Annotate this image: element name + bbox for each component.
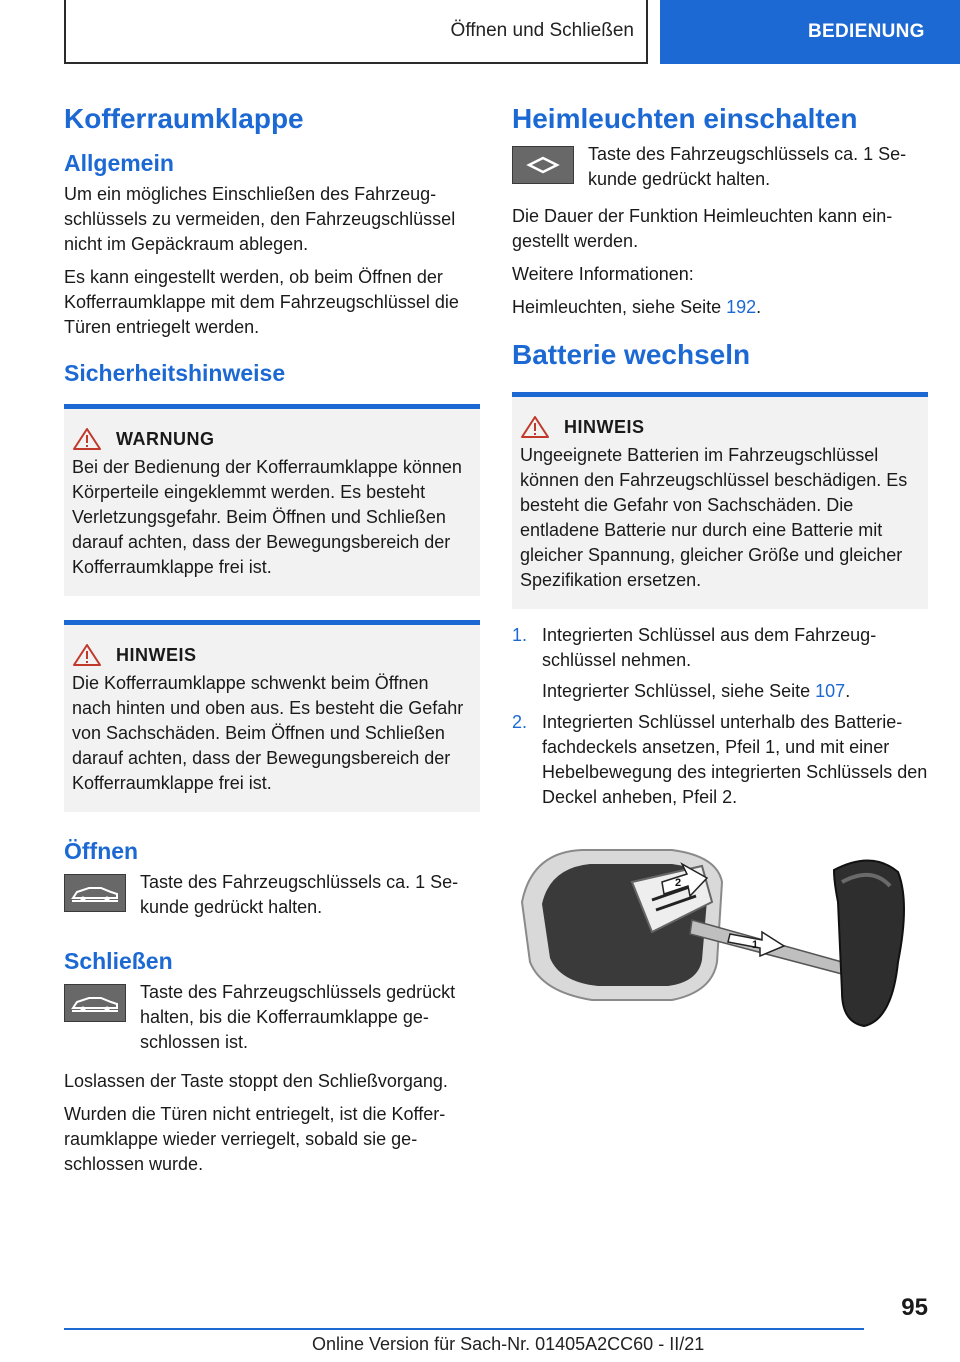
header-chapter-label: BEDIENUNG — [808, 21, 925, 42]
heading-sicherheitshinweise: Sicherheitshinweise — [64, 360, 286, 386]
heim-key-text: Taste des Fahrzeugschlüssels ca. 1 Sekunde gedrückt halten. — [588, 144, 907, 189]
warning-title — [72, 427, 472, 451]
hint-triangle-icon — [72, 643, 102, 667]
warning-box — [64, 404, 480, 596]
step-2-text: Integrierten Schlüssel unterhalb des Batteriefachdeckels ansetzen, Pfeil 1, und mit einer Hebelbewegung des integrierten Schlüssels den Deckel anheben, Pfeil 2. — [542, 712, 928, 807]
heim-key-row — [512, 142, 928, 192]
heading-oeffnen: Öffnen — [64, 838, 139, 864]
oeffnen-key-row — [64, 870, 480, 920]
hint-title-right — [520, 415, 920, 439]
battery-steps-list — [512, 623, 928, 810]
lock-diamond-key-icon — [512, 146, 574, 184]
header-section-title: Öffnen und Schließen — [450, 20, 634, 41]
warning-label: WARNUNG — [116, 428, 215, 449]
list-item — [512, 710, 928, 810]
heim-page-link[interactable]: 192 — [726, 297, 757, 317]
step-1-number: 1. — [512, 625, 528, 645]
arrow-1-label: 1 — [752, 939, 759, 951]
title-kofferraumklappe: Kofferraumklappe — [64, 103, 304, 134]
header-section-box — [64, 0, 648, 64]
hint-text-left: Die Kofferraumklappe schwenkt beim Öffnen nach hinten und oben aus. Es besteht die Gefahr von Sachschäden. Beim Öffnen und Schließen darauf achten, dass der Bewegungsbereich der Kofferraumklappe frei ist. — [72, 673, 464, 793]
hint-box-right — [512, 392, 928, 609]
heim-ref-suffix: . — [756, 297, 762, 317]
list-item — [512, 623, 928, 704]
page-number: 95 — [901, 1294, 928, 1321]
footer-text: Online Version für Sach-Nr. 01405A2CC60 - II/21 — [312, 1334, 705, 1354]
arrow-2-label: 2 — [675, 877, 682, 889]
schliessen-paragraph-2: Wurden die Türen nicht entriegelt, ist die Kofferraumklappe wieder verriegelt, sobald sie geschlossen wurde. — [64, 1104, 446, 1174]
step-2-number: 2. — [512, 712, 528, 732]
schliessen-paragraph-1: Loslassen der Taste stoppt den Schließvorgang. — [64, 1071, 448, 1091]
heim-paragraph-2: Weitere Informationen: — [512, 264, 694, 284]
hint-label-right: HINWEIS — [564, 416, 645, 437]
step-1-ref-suffix: . — [845, 681, 851, 701]
hint-title-left — [72, 643, 472, 667]
allgemein-paragraph-1: Um ein mögliches Einschließen des Fahrzeugschlüssels zu vermeiden, den Fahrzeugschlüssel nicht im Gepäckraum ablegen. — [64, 184, 456, 254]
hint-label-left: HINWEIS — [116, 644, 197, 665]
title-batterie: Batterie wechseln — [512, 339, 751, 370]
trunk-key-icon — [64, 874, 126, 912]
left-column — [64, 96, 480, 1185]
step-1-ref-prefix: Integrierter Schlüssel, siehe Seite — [542, 681, 816, 701]
step-1-sub — [542, 679, 928, 704]
header-chapter-tab[interactable] — [660, 0, 960, 64]
key-battery-illustration — [512, 842, 928, 1042]
allgemein-paragraph-2: Es kann eingestellt werden, ob beim Öffnen der Kofferraumklappe mit dem Fahrzeugschlüssel die Türen entriegelt werden. — [64, 267, 459, 337]
heading-allgemein: Allgemein — [64, 150, 174, 176]
trunk-key-icon — [64, 984, 126, 1022]
warning-text: Bei der Bedienung der Kofferraumklappe können Körperteile eingeklemmt werden. Es besteht Verletzungsgefahr. Beim Öffnen und Schließen darauf achten, dass der Bewegungsbereich der Kofferraumklappe frei ist. — [72, 457, 462, 577]
step-1-page-link[interactable]: 107 — [815, 681, 846, 701]
hint-box-left — [64, 620, 480, 812]
right-column — [512, 96, 928, 1047]
heim-ref-prefix: Heimleuchten, siehe Seite — [512, 297, 727, 317]
heading-schliessen: Schließen — [64, 948, 173, 974]
title-heimleuchten: Heimleuchten einschalten — [512, 103, 858, 134]
hint-text-right: Ungeeignete Batterien im Fahrzeugschlüssel können den Fahrzeugschlüssel beschädigen. Es besteht die Gefahr von Sachschäden. Die entladene Batterie nur durch eine Batterie mit gleicher Spannung, gleicher Größe und gleicher Spezifikation ersetzen. — [520, 445, 908, 590]
step-1-text: Integrierten Schlüssel aus dem Fahrzeugschlüssel nehmen. — [542, 625, 877, 670]
heim-paragraph-3 — [512, 295, 928, 320]
oeffnen-text: Taste des Fahrzeugschlüssels ca. 1 Sekunde gedrückt halten. — [140, 872, 459, 917]
heim-paragraph-1: Die Dauer der Funktion Heimleuchten kann eingestellt werden. — [512, 206, 893, 251]
footer-divider — [64, 1328, 864, 1330]
schliessen-key-row — [64, 980, 480, 1055]
hint-triangle-icon — [520, 415, 550, 439]
schliessen-text: Taste des Fahrzeugschlüssels gedrückt halten, bis die Kofferraumklappe geschlossen ist. — [140, 982, 456, 1052]
warning-triangle-icon — [72, 427, 102, 451]
